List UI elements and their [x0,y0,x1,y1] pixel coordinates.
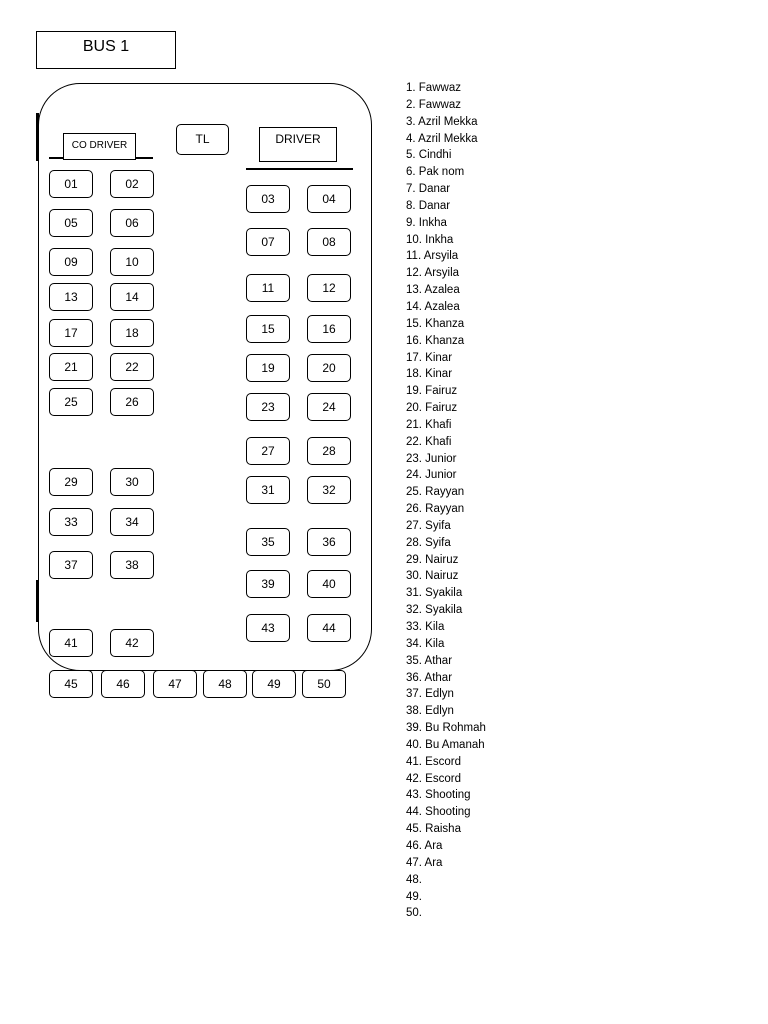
passenger-list-item: 21. Khafi [406,418,452,431]
passenger-list-item: 10. Inkha [406,233,454,246]
seat-21[interactable]: 21 [49,353,93,381]
seat-34[interactable]: 34 [110,508,154,536]
passenger-list-item: 44. Shooting [406,806,471,819]
seat-29[interactable]: 29 [49,468,93,496]
passenger-list-item: 6. Pak nom [406,166,465,179]
passenger-list-item: 3. Azril Mekka [406,115,478,128]
seat-26[interactable]: 26 [110,388,154,416]
passenger-list-item: 43. Shooting [406,789,471,802]
seat-39[interactable]: 39 [246,570,290,598]
driver-divider [246,168,353,170]
passenger-list-item: 26. Rayyan [406,503,465,516]
passenger-list-item: 25. Rayyan [406,486,465,499]
seat-35[interactable]: 35 [246,528,290,556]
passenger-list-item: 7. Danar [406,183,451,196]
seat-10[interactable]: 10 [110,248,154,276]
seat-49[interactable]: 49 [252,670,296,698]
seat-48[interactable]: 48 [203,670,247,698]
seat-47[interactable]: 47 [153,670,197,698]
seat-03[interactable]: 03 [246,185,290,213]
door-marker-rear [36,580,39,622]
passenger-list-item: 31. Syakila [406,587,463,600]
seat-27[interactable]: 27 [246,437,290,465]
seat-20[interactable]: 20 [307,354,351,382]
seat-22[interactable]: 22 [110,353,154,381]
seat-13[interactable]: 13 [49,283,93,311]
passenger-list-item: 27. Syifa [406,519,451,532]
bus-title: BUS 1 [36,31,176,69]
seat-18[interactable]: 18 [110,319,154,347]
passenger-list-item: 48. [406,873,422,886]
seat-41[interactable]: 41 [49,629,93,657]
passenger-list-item: 9. Inkha [406,216,447,229]
seat-07[interactable]: 07 [246,228,290,256]
seat-31[interactable]: 31 [246,476,290,504]
passenger-list-item: 35. Athar [406,654,453,667]
seat-43[interactable]: 43 [246,614,290,642]
seat-12[interactable]: 12 [307,274,351,302]
passenger-list-item: 13. Azalea [406,284,460,297]
passenger-list-item: 45. Raisha [406,823,461,836]
passenger-list-item: 22. Khafi [406,435,452,448]
seat-04[interactable]: 04 [307,185,351,213]
seat-40[interactable]: 40 [307,570,351,598]
passenger-list-item: 18. Kinar [406,368,453,381]
seat-44[interactable]: 44 [307,614,351,642]
passenger-list-item: 46. Ara [406,839,443,852]
seat-08[interactable]: 08 [307,228,351,256]
passenger-list-item: 17. Kinar [406,351,453,364]
seat-06[interactable]: 06 [110,209,154,237]
seat-15[interactable]: 15 [246,315,290,343]
passenger-list-item: 42. Escord [406,772,461,785]
passenger-list-item: 38. Edlyn [406,705,454,718]
tl-label: TL [176,124,229,155]
passenger-list-item: 24. Junior [406,469,457,482]
passenger-list-item: 20. Fairuz [406,402,458,415]
passenger-list-item: 11. Arsyila [406,250,459,263]
passenger-list-item: 50. [406,907,422,920]
seat-45[interactable]: 45 [49,670,93,698]
seat-01[interactable]: 01 [49,170,93,198]
seat-30[interactable]: 30 [110,468,154,496]
passenger-list-item: 5. Cindhi [406,149,452,162]
seat-46[interactable]: 46 [101,670,145,698]
passenger-list-item: 16. Khanza [406,334,465,347]
seat-33[interactable]: 33 [49,508,93,536]
seat-09[interactable]: 09 [49,248,93,276]
seat-37[interactable]: 37 [49,551,93,579]
passenger-list-item: 2. Fawwaz [406,98,461,111]
passenger-list-item: 39. Bu Rohmah [406,722,486,735]
passenger-list-item: 34. Kila [406,637,445,650]
passenger-list-item: 19. Fairuz [406,385,458,398]
seat-50[interactable]: 50 [302,670,346,698]
seat-25[interactable]: 25 [49,388,93,416]
seat-23[interactable]: 23 [246,393,290,421]
seat-05[interactable]: 05 [49,209,93,237]
passenger-list-item: 33. Kila [406,621,445,633]
passenger-list-item: 41. Escord [406,755,461,768]
seat-19[interactable]: 19 [246,354,290,382]
seat-32[interactable]: 32 [307,476,351,504]
seat-14[interactable]: 14 [110,283,154,311]
passenger-list-item: 30. Nairuz [406,570,459,583]
seat-24[interactable]: 24 [307,393,351,421]
seat-02[interactable]: 02 [110,170,154,198]
seat-28[interactable]: 28 [307,437,351,465]
passenger-list-item: 14. Azalea [406,300,460,313]
seat-16[interactable]: 16 [307,315,351,343]
seat-38[interactable]: 38 [110,551,154,579]
passenger-list-item: 32. Syakila [406,604,463,617]
passenger-list-item: 28. Syifa [406,536,451,549]
passenger-list-item: 1. Fawwaz [406,82,461,94]
passenger-list-item: 4. Azril Mekka [406,132,478,145]
co-driver-label: CO DRIVER [63,133,136,160]
passenger-list-item: 8. Danar [406,199,451,212]
passenger-list-item: 12. Arsyila [406,267,460,280]
passenger-list-item: 40. Bu Amanah [406,738,485,751]
driver-label: DRIVER [259,127,337,162]
seat-42[interactable]: 42 [110,629,154,657]
passenger-list-item: 49. [406,890,422,903]
passenger-list-item: 23. Junior [406,452,457,465]
passenger-list-item: 47. Ara [406,856,443,869]
door-marker-front [36,113,39,161]
passenger-list-item: 29. Nairuz [406,553,459,566]
passenger-list-item: 36. Athar [406,671,453,684]
passenger-list-item: 15. Khanza [406,317,465,330]
seat-17[interactable]: 17 [49,319,93,347]
passenger-list-item: 37. Edlyn [406,688,454,701]
seat-36[interactable]: 36 [307,528,351,556]
seat-11[interactable]: 11 [246,274,290,302]
passenger-list [406,80,486,922]
